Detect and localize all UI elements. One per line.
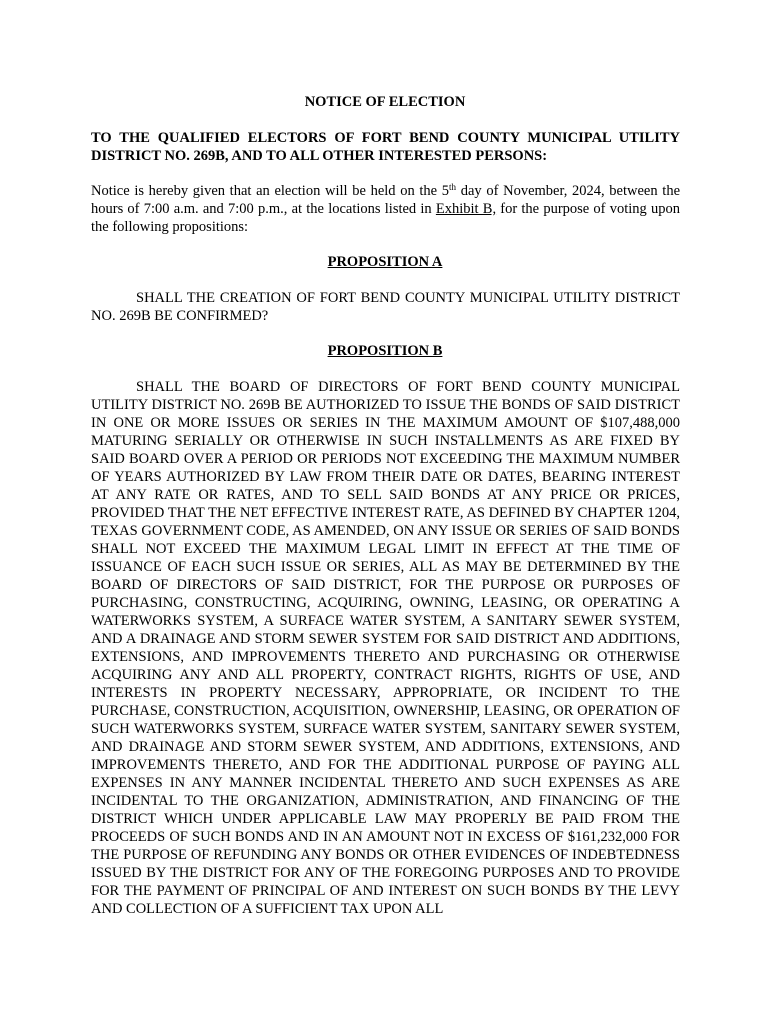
addressee-paragraph: TO THE QUALIFIED ELECTORS OF FORT BEND COUNTY MUNICIPAL UTILITY DISTRICT NO. 269B, AND TO ALL OTHER INTERESTED PERSONS: (91, 130, 680, 164)
ordinal-suffix: th (449, 182, 457, 192)
proposition-b-heading: PROPOSITION B (327, 343, 443, 359)
notice-text-1: Notice is hereby given that an election will be held on the 5 (91, 183, 450, 199)
proposition-a-text: SHALL THE CREATION OF FORT BEND COUNTY MUNICIPAL UTILITY DISTRICT NO. 269B BE CONFIRMED? (91, 290, 680, 324)
page-title: NOTICE OF ELECTION (304, 94, 466, 110)
notice-text-2: day of November, 2024, between the hours of 7:00 a.m. and 7:00 p.m., at the locations listed in (91, 183, 680, 217)
proposition-a-heading: PROPOSITION A (327, 254, 443, 270)
exhibit-b-reference: Exhibit B, (435, 201, 497, 217)
notice-text-3: for the purpose of voting upon the following propositions: (91, 201, 680, 235)
notice-paragraph (91, 182, 680, 236)
proposition-b-text: SHALL THE BOARD OF DIRECTORS OF FORT BEND COUNTY MUNICIPAL UTILITY DISTRICT NO. 269B BE AUTHORIZED TO ISSUE THE BONDS OF SAID DISTRICT IN ONE OR MORE ISSUES OR SERIES IN THE MAXIMUM AMOUNT OF $107,488,000 MATURING SERIALLY OR OTHERWISE IN SUCH INSTALLMENTS AS ARE FIXED BY SAID BOARD OVER A PERIOD OR PERIODS NOT EXCEEDING THE MAXIMUM NUMBER OF YEARS AUTHORIZED BY LAW FROM THEIR DATE OR DATES, BEARING INTEREST AT ANY RATE OR RATES, AND TO SELL SAID BONDS AT ANY PRICE OR PRICES, PROVIDED THAT THE NET EFFECTIVE INTEREST RATE, AS DEFINED BY CHAPTER 1204, TEXAS GOVERNMENT CODE, AS AMENDED, ON ANY ISSUE OR SERIES OF SAID BONDS SHALL NOT EXCEED THE MAXIMUM LEGAL LIMIT IN EFFECT AT THE TIME OF ISSUANCE OF EACH SUCH ISSUE OR SERIES, ALL AS MAY BE DETERMINED BY THE BOARD OF DIRECTORS OF SAID DISTRICT, FOR THE PURPOSE OR PURPOSES OF PURCHASING, CONSTRUCTING, ACQUIRING, OWNING, LEASING, OR OPERATING A WATERWORKS SYSTEM, A SURFACE WATER SYSTEM, A SANITARY SEWER SYSTEM, AND A DRAINAGE AND STORM SEWER SYSTEM FOR SAID DISTRICT AND ADDITIONS, EXTENSIONS, AND IMPROVEMENTS THERETO AND PURCHASING OR OTHERWISE ACQUIRING ANY AND ALL PROPERTY, CONTRACT RIGHTS, RIGHTS OF USE, AND INTERESTS IN PROPERTY NECESSARY, APPROPRIATE, OR INCIDENT TO THE PURCHASE, CONSTRUCTION, ACQUISITION, OWNERSHIP, LEASING, OR OPERATION OF SUCH WATERWORKS SYSTEM, SURFACE WATER SYSTEM, SANITARY SEWER SYSTEM, AND DRAINAGE AND STORM SEWER SYSTEM, AND ADDITIONS, EXTENSIONS, AND IMPROVEMENTS THERETO, AND FOR THE ADDITIONAL PURPOSE OF PAYING ALL EXPENSES IN ANY MANNER INCIDENTAL THERETO AND SUCH EXPENSES AS ARE INCIDENTAL TO THE ORGANIZATION, ADMINISTRATION, AND FINANCING OF THE DISTRICT WHICH UNDER APPLICABLE LAW MAY PROPERLY BE PAID FROM THE PROCEEDS OF SUCH BONDS AND IN AN AMOUNT NOT IN EXCESS OF $161,232,000 FOR THE PURPOSE OF REFUNDING ANY BONDS OR OTHER EVIDENCES OF INDEBTEDNESS ISSUED BY THE DISTRICT FOR ANY OF THE FOREGOING PURPOSES AND TO PROVIDE FOR THE PAYMENT OF PRINCIPAL OF AND INTEREST ON SUCH BONDS BY THE LEVY AND COLLECTION OF A SUFFICIENT TAX UPON ALL (91, 379, 680, 917)
